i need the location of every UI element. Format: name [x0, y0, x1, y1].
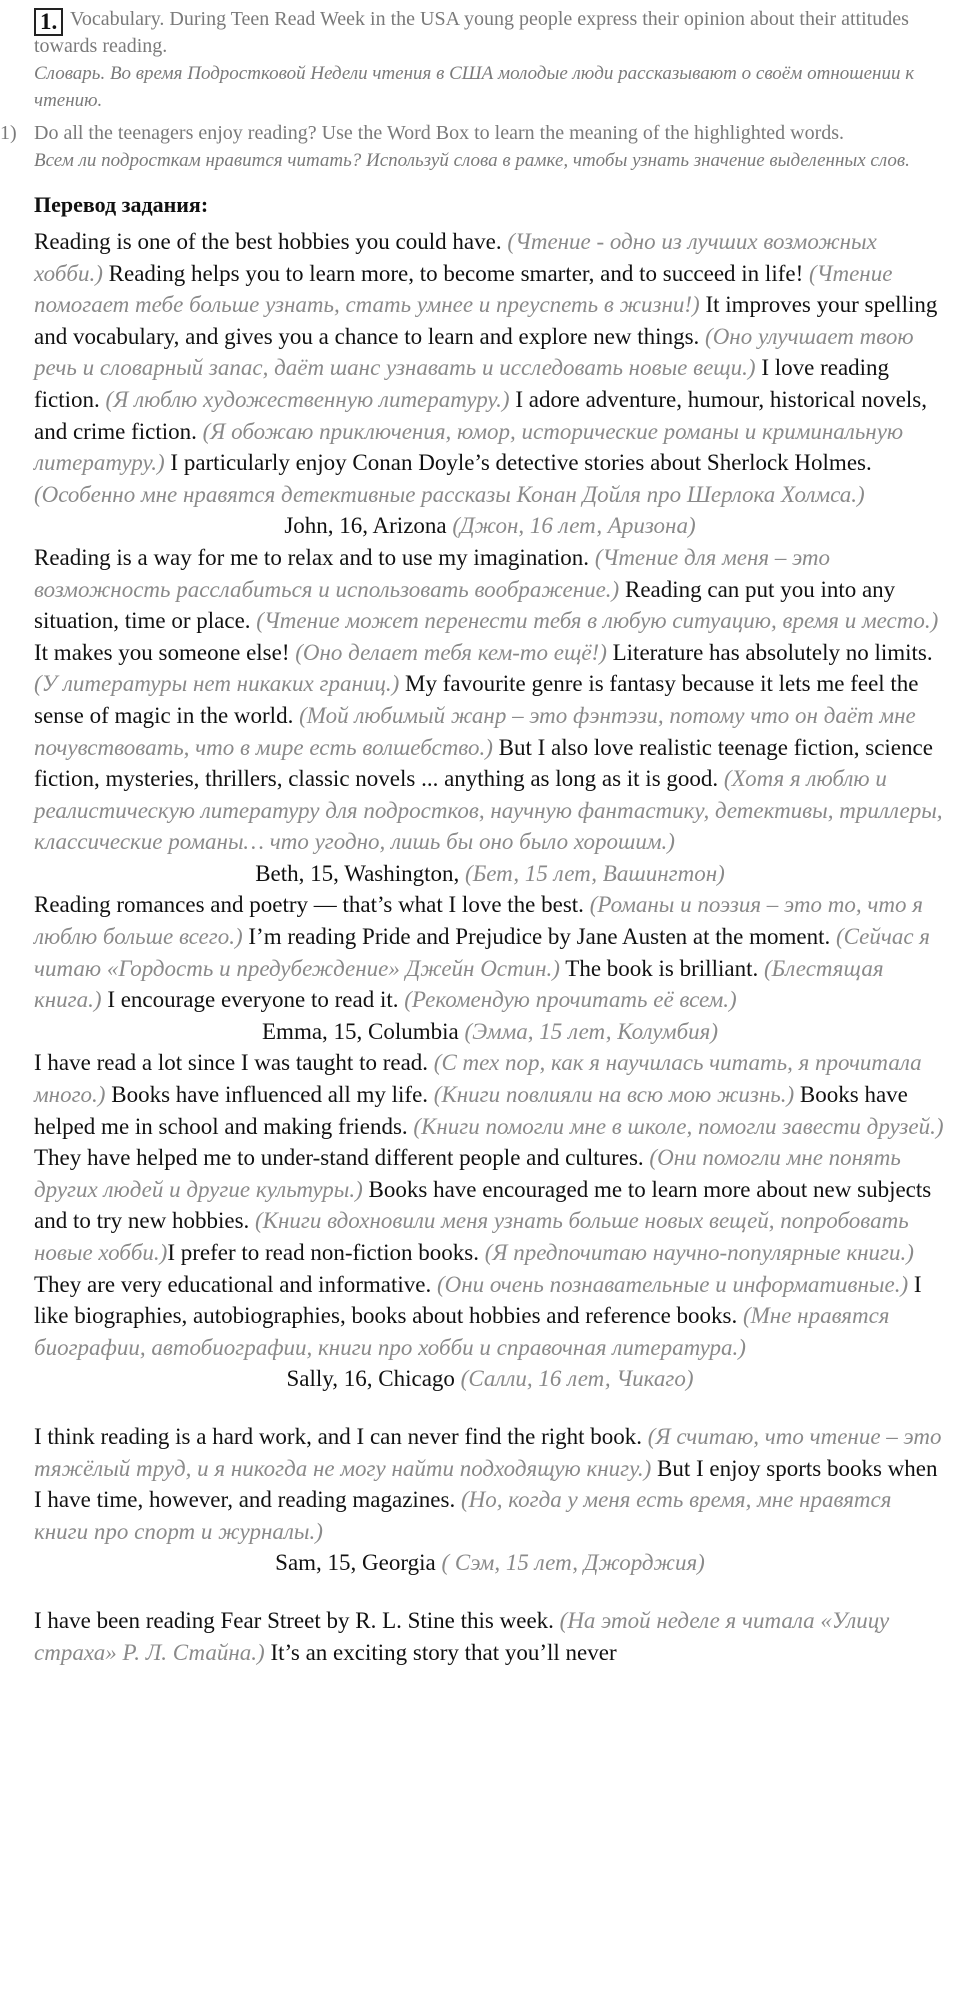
russian-translation: (Рекомендую прочитать её всем.) — [404, 987, 737, 1013]
english-text: I love reading fiction. — [34, 355, 890, 412]
russian-translation: (Блестящая книга.) — [34, 955, 884, 1013]
russian-translation: (Книги вдохновили меня узнать больше новых вещей, попробовать новые хобби.) — [34, 1208, 909, 1265]
russian-translation: (Сейчас я читаю «Гордость и предубеждение» Джейн Остин.) — [34, 924, 930, 981]
russian-translation: (Книги помогли мне в школе, помогли завести друзей.) — [413, 1113, 944, 1139]
signature — [34, 510, 946, 542]
english-text: Reading can put you into any situation, time or place. — [34, 576, 896, 634]
paragraph — [34, 226, 946, 510]
english-text: Reading romances and poetry — that’s what I love the best. — [34, 892, 590, 918]
russian-translation: (Но, когда у меня есть время, мне нравятся книги про спорт и журналы.) — [34, 1487, 892, 1544]
signature-translation: (Эмма, 15 лет, Колумбия) — [464, 1018, 718, 1044]
section-heading: Перевод задания: — [34, 192, 209, 217]
english-text: I have read a lot since I was taught to read. — [34, 1050, 434, 1076]
russian-translation: (Романы и поэзия – это то, что я люблю больше всего.) — [34, 892, 923, 950]
subtask-question-en: Do all the teenagers enjoy reading? Use the Word Box to learn the meaning of the highlighted words. — [34, 122, 845, 144]
russian-translation: (У литературы нет никаких границ.) — [34, 671, 400, 697]
russian-translation: (Мне нравятся биографии, автобиографии, книги про хобби и справочная литература.) — [34, 1303, 890, 1360]
russian-translation: (Чтение может перенести тебя в любую ситуацию, время и место.) — [256, 608, 939, 634]
signature — [34, 858, 946, 890]
russian-translation: (Особенно мне нравятся детективные рассказы Конан Дойля про Шерлока Холмса.) — [34, 481, 865, 507]
signature-translation: ( Сэм, 15 лет, Джорджия) — [441, 1550, 705, 1576]
english-text: Books have encouraged me to learn more about new subjects and to try new hobbies. — [34, 1176, 932, 1234]
task-number: 1. — [34, 8, 63, 36]
paragraph — [34, 1421, 946, 1547]
signature — [34, 1547, 946, 1579]
paragraph-spacer — [34, 1579, 946, 1605]
paragraph — [34, 1047, 946, 1363]
english-text: Reading helps you to learn more, to become smarter, and to succeed in life! — [102, 260, 809, 286]
signature-name: Sam, 15, Georgia — [275, 1550, 442, 1576]
paragraph — [34, 1605, 946, 1668]
russian-translation: (С тех пор, как я научилась читать, я прочитала много.) — [34, 1050, 922, 1108]
english-text: The book is brilliant. — [559, 955, 764, 981]
subtask — [0, 114, 960, 174]
subtask-question-ru: Всем ли подросткам нравится читать? Используй слова в рамке, чтобы узнать значение выделенных слов. — [34, 150, 910, 171]
task-header — [0, 0, 960, 114]
russian-translation: (Оно делает тебя кем-то ещё!) — [295, 639, 607, 665]
russian-translation: (Оно улучшает твою речь и словарный запас, даёт шанс узнавать и исследовать новые вещи.) — [34, 323, 914, 381]
english-text: I’m reading Pride and Prejudice by Jane Austen at the moment. — [242, 924, 836, 950]
paragraph — [34, 889, 946, 1015]
task-title-ru: Словарь. Во время Подростковой Недели чтения в США молодые люди рассказывают о своём отношении к чтению. — [34, 63, 915, 111]
english-text: It improves your spelling and vocabulary, and gives you a chance to learn and explore new things. — [34, 292, 938, 349]
english-text: Reading is one of the best hobbies you could have. — [34, 229, 508, 254]
russian-translation: (Книги повлияли на всю мою жизнь.) — [433, 1082, 795, 1108]
reading-text — [0, 220, 960, 1668]
russian-translation: (Мой любимый жанр – это фэнтэзи, потому что он даёт мне почувствовать, что в мире есть волшебство.) — [34, 702, 916, 760]
english-text: They have helped me to under-stand different people and cultures. — [34, 1145, 650, 1171]
english-text: It makes you someone else! — [34, 639, 296, 665]
signature-translation: (Салли, 16 лет, Чикаго) — [460, 1366, 694, 1392]
english-text: Reading is a way for me to relax and to use my imagination. — [34, 544, 595, 570]
signature-translation: (Джон, 16 лет, Аризона) — [452, 513, 696, 539]
russian-translation: (Я предпочитаю научно-популярные книги.) — [484, 1240, 914, 1265]
paragraph — [34, 542, 946, 858]
russian-translation: (Я люблю художественную литературу.) — [105, 386, 510, 412]
english-text: My favourite genre is fantasy because it lets me feel the sense of magic in the world. — [34, 671, 919, 728]
task-title-en: Vocabulary. During Teen Read Week in the USA young people express their opinion about their attitudes towards reading. — [34, 8, 909, 57]
english-text: I think reading is a hard work, and I can never find the right book. — [34, 1423, 648, 1449]
russian-translation: (Чтение - одно из лучших возможных хобби.) — [34, 229, 877, 286]
paragraph-spacer — [34, 1395, 946, 1421]
signature — [34, 1363, 946, 1395]
english-text: I have been reading Fear Street by R. L. Stine this week. — [34, 1607, 560, 1633]
english-text: I like biographies, autobiographies, books about hobbies and reference books. — [34, 1271, 922, 1329]
russian-translation: (Чтение помогает тебе больше узнать, стать умнее и преуспеть в жизни!) — [34, 260, 893, 318]
english-text: I particularly enjoy Conan Doyle’s detective stories about Sherlock Holmes. — [164, 450, 872, 476]
english-text: It’s an exciting story that you’ll never — [264, 1639, 617, 1665]
signature-translation: (Бет, 15 лет, Вашингтон) — [465, 860, 725, 886]
english-text: Literature has absolutely no limits. — [606, 639, 933, 665]
english-text: But I also love realistic teenage fiction, science fiction, mysteries, thrillers, classic novels ... anything as long as it is good. — [34, 734, 933, 792]
signature-name: Sally, 16, Chicago — [286, 1366, 461, 1392]
english-text: I adore adventure, humour, historical novels, and crime fiction. — [34, 386, 928, 444]
russian-translation: (Я обожаю приключения, юмор, исторические романы и криминальную литературу.) — [34, 418, 904, 476]
russian-translation: (Я считаю, что чтение – это тяжёлый труд, и я никогда не могу найти подходящую книгу.) — [34, 1423, 942, 1481]
english-text: But I enjoy sports books when I have time, however, and reading magazines. — [34, 1455, 938, 1513]
russian-translation: (Они очень познавательные и информативные.) — [436, 1271, 909, 1297]
english-text: I encourage everyone to read it. — [101, 987, 405, 1013]
russian-translation: (Хотя я люблю и реалистическую литературу для подростков, научную фантастику, детективы, триллеры, классические романы… что угодно, лишь бы оно было хорошим.) — [34, 766, 943, 855]
signature-name: Beth, 15, Washington, — [255, 860, 466, 886]
russian-translation: (На этой неделе я читала «Улицу страха» Р. Л. Стайна.) — [34, 1607, 890, 1665]
signature — [34, 1016, 946, 1048]
russian-translation: (Они помогли мне понять других людей и другие культуры.) — [34, 1145, 901, 1202]
signature-name: Emma, 15, Columbia — [262, 1018, 465, 1044]
english-text: Books have influenced all my life. — [105, 1082, 434, 1108]
signature-name: John, 16, Arizona — [284, 513, 453, 539]
subtask-number: 1) — [0, 122, 17, 144]
english-text: Books have helped me in school and making friends. — [34, 1082, 908, 1139]
english-text: I prefer to read non-fiction books. — [167, 1240, 485, 1265]
russian-translation: (Чтение для меня – это возможность расслабиться и использовать воображение.) — [34, 544, 831, 602]
english-text: They are very educational and informative. — [34, 1271, 437, 1297]
